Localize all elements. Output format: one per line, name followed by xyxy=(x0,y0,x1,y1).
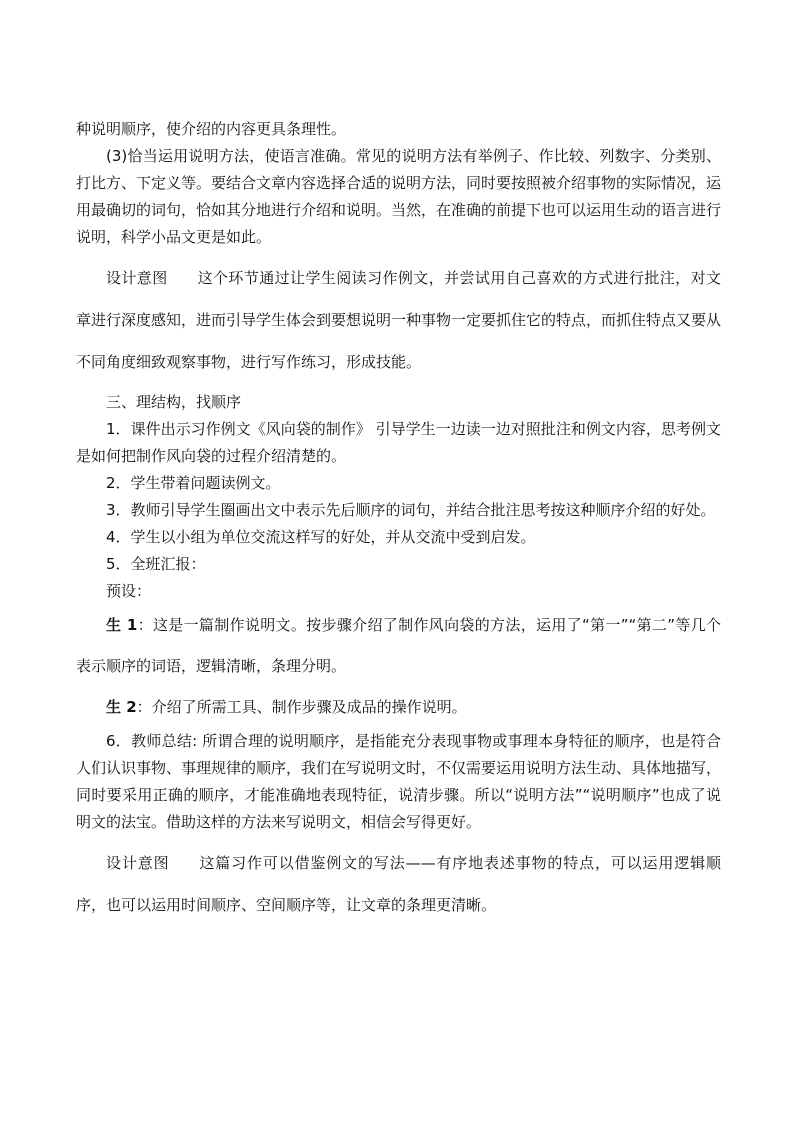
student-2-speaker: 生 2 xyxy=(106,698,137,716)
design-intent-label: 设计意图 xyxy=(106,854,170,872)
student-1-text: ：这是一篇制作说明文。按步骤介绍了制作风向袋的方法，运用了“第一”“第二”等几个表示顺序的词语，逻辑清晰，条理分明。 xyxy=(76,616,721,675)
student-1-speaker: 生 1 xyxy=(106,616,138,634)
step-3: 3．教师引导学生圈画出文中表示先后顺序的词句，并结合批注思考按这种顺序介绍的好处。 xyxy=(106,501,716,519)
step-1: 1．课件出示习作例文《风向袋的制作》 引导学生一边读一边对照批注和例文内容，思考例文是如何把制作风向袋的过程介绍清楚的。 xyxy=(76,420,721,465)
document-page xyxy=(76,116,721,926)
design-intent-1 xyxy=(76,257,721,383)
paragraph-explanation-methods: (3)恰当运用说明方法，使语言准确。常见的说明方法有举例子、作比较、列数字、分类别、打比方、下定义等。要结合文章内容选择合适的说明方法，同时要按照被介绍事物的实际情况，运用最确切的词句，恰如其分地进行介绍和说明。当然，在准确的前提下也可以运用生动的语言进行说明，科学小品文更是如此。 xyxy=(76,147,722,246)
section-heading-3: 三、理结构，找顺序 xyxy=(106,393,242,411)
preset-label: 预设： xyxy=(106,582,152,600)
step-6-summary: 6．教师总结: 所谓合理的说明顺序，是指能充分表现事物或事理本身特征的顺序，也是符合人们认识事物、事理规律的顺序，我们在写说明文时，不仅需要运用说明方法生动、具体地描写，同时要采用正确的顺序，才能准确地表现特征，说清步骤。所以“说明方法”“说明顺序”也成了说明文的法宝。借助这样的方法来写说明文，相信会写得更好。 xyxy=(76,732,722,831)
step-5: 5．全班汇报： xyxy=(106,555,206,573)
design-intent-2 xyxy=(76,842,721,926)
step-2: 2．学生带着问题读例文。 xyxy=(106,474,281,492)
design-intent-text: 这个环节通过让学生阅读习作例文，并尝试用自己喜欢的方式进行批注，对文章进行深度感知，进而引导学生体会到要想说明一种事物一定要抓住它的特点，而抓住特点又要从不同角度细致观察事物，进行写作练习，形成技能。 xyxy=(76,269,722,371)
paragraph-continuation: 种说明顺序，使介绍的内容更具条理性。 xyxy=(76,120,347,138)
student-answer-2 xyxy=(76,687,721,728)
student-2-text: ：介绍了所需工具、制作步骤及成品的操作说明。 xyxy=(136,698,467,716)
design-intent-label: 设计意图 xyxy=(106,269,168,287)
design-intent-text: 这篇习作可以借鉴例文的写法——有序地表述事物的特点，可以运用逻辑顺序，也可以运用时间顺序、空间顺序等，让文章的条理更清晰。 xyxy=(76,854,721,914)
step-4: 4．学生以小组为单位交流这样写的好处，并从交流中受到启发。 xyxy=(106,528,536,546)
student-answer-1 xyxy=(76,605,721,687)
